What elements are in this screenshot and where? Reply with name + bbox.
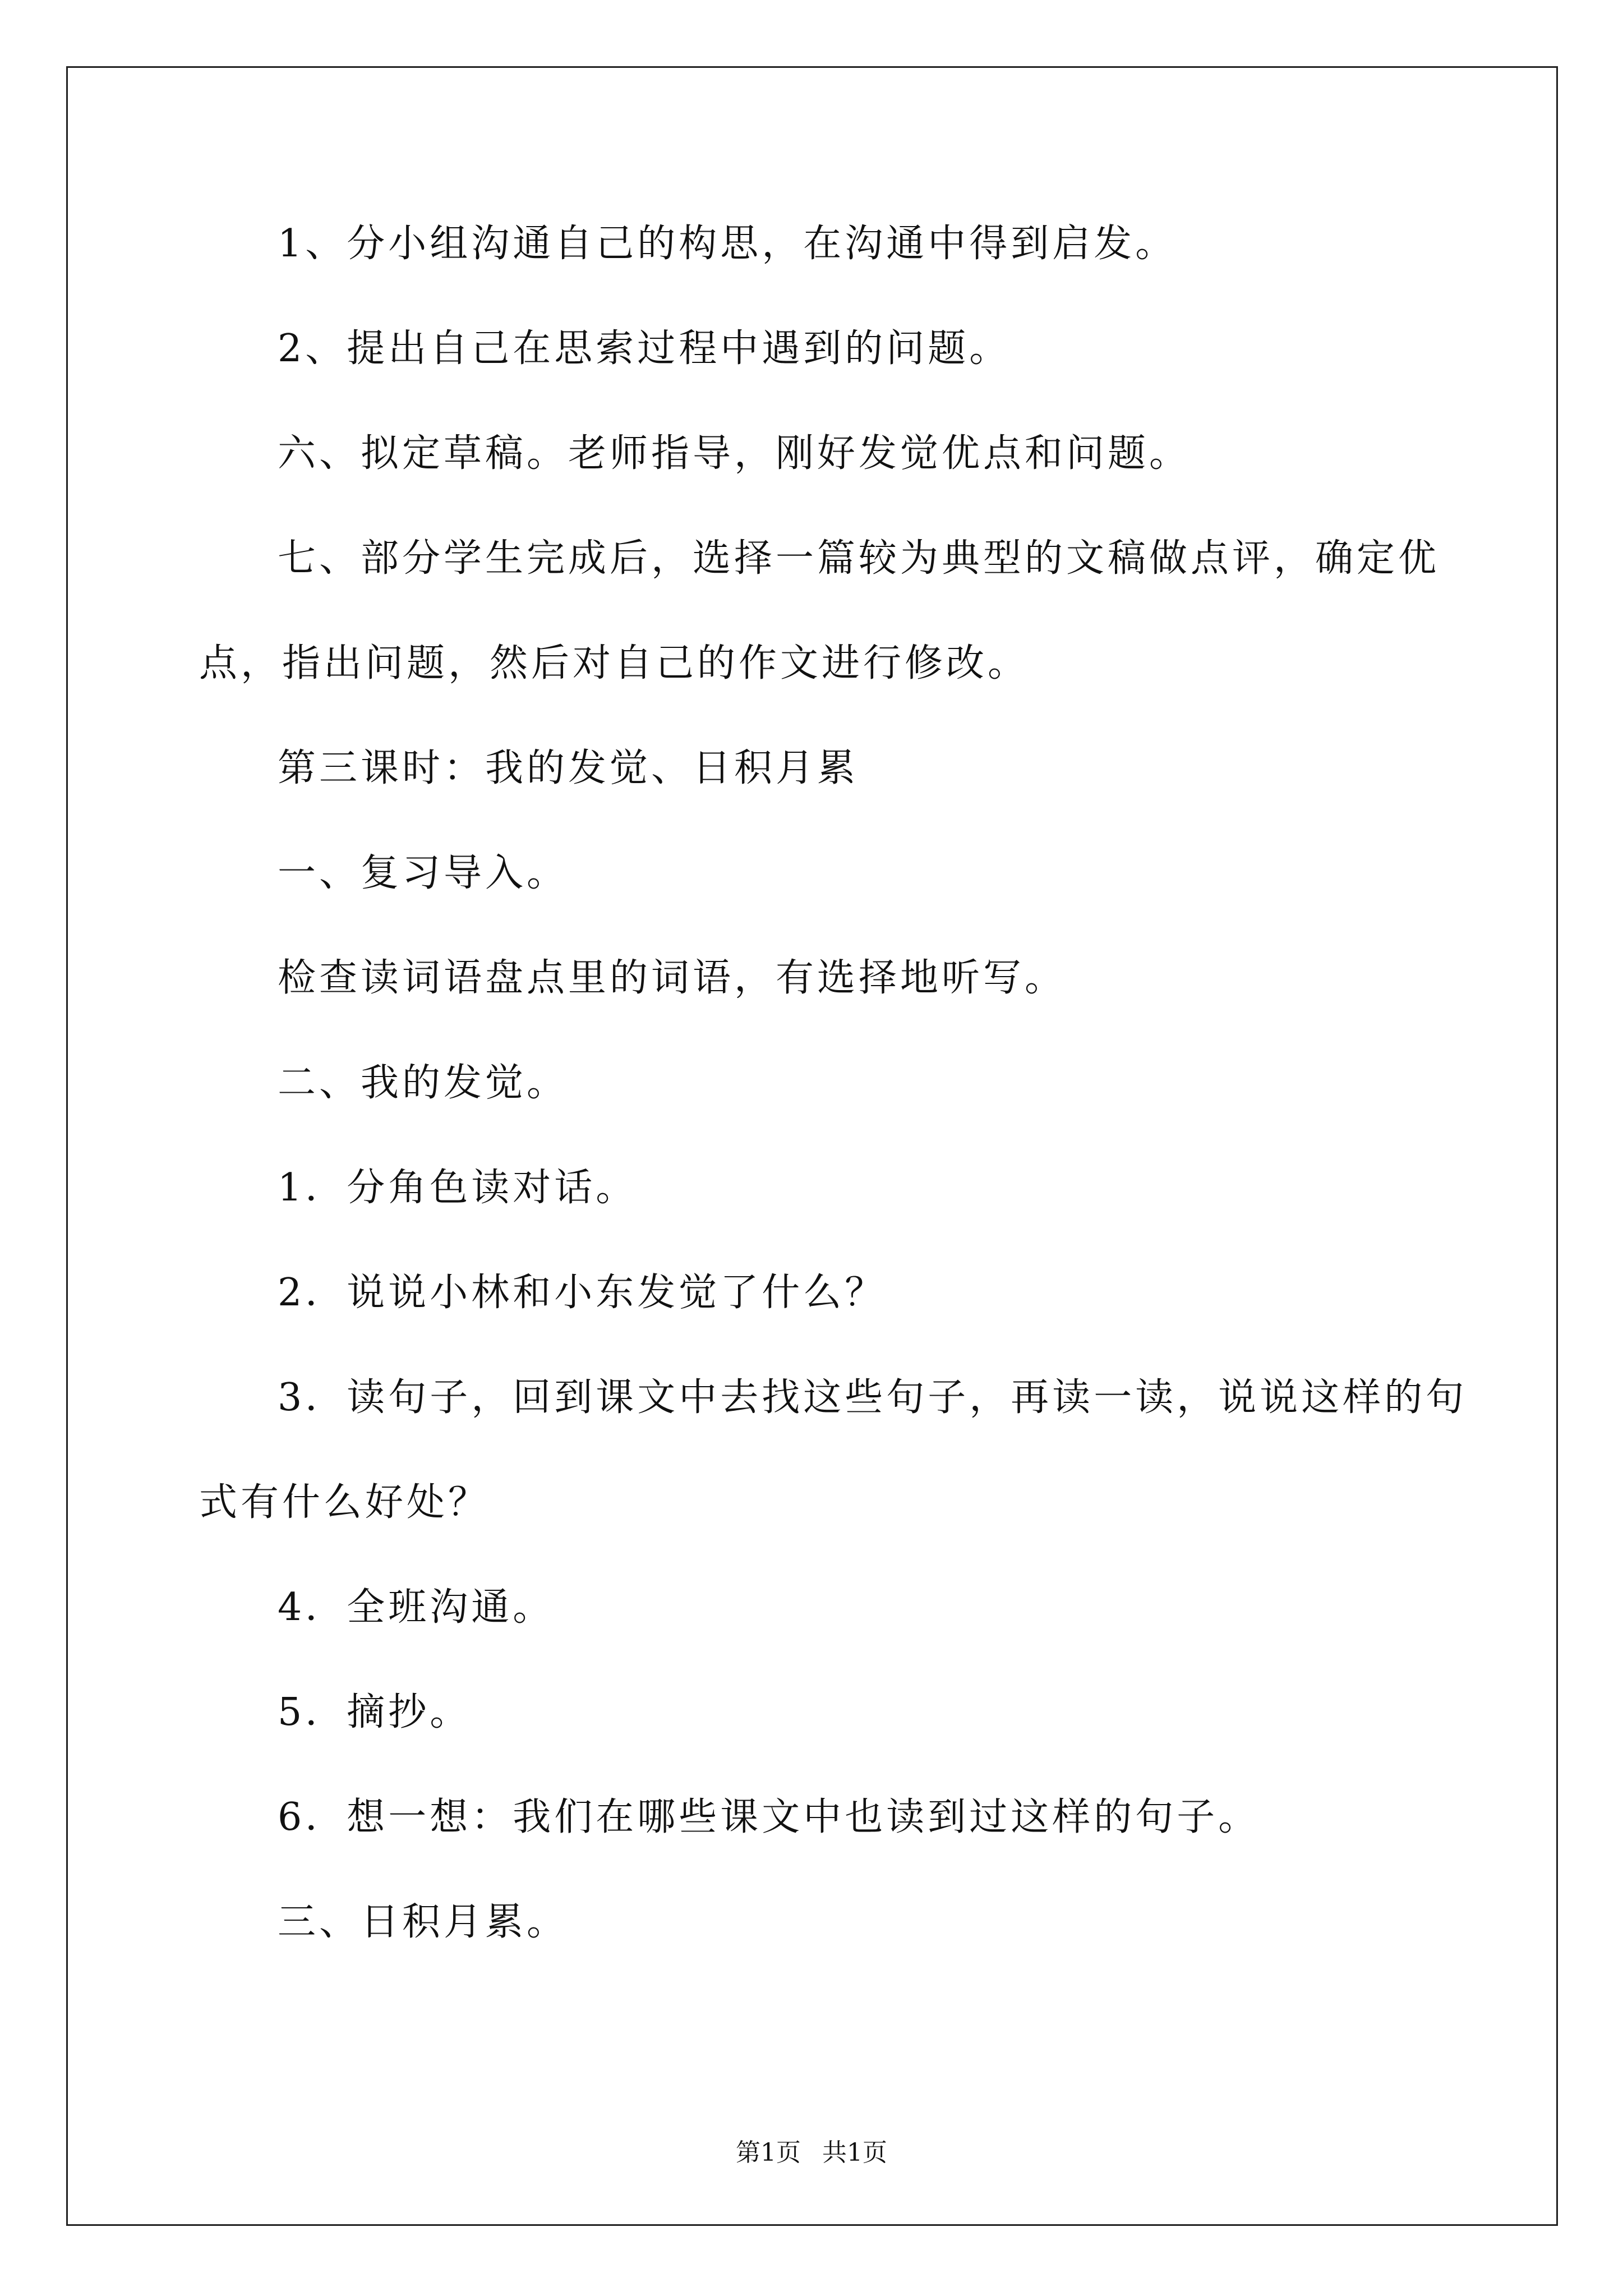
text-line: 七、部分学生完成后，选择一篇较为典型的文稿做点评，确定优 [278, 536, 1440, 581]
text-line: 5．摘抄。 [278, 1690, 472, 1734]
text-line: 2．说说小林和小东发觉了什么？ [278, 1271, 887, 1315]
text-line: 6．想一想：我们在哪些课文中也读到过这样的句子。 [278, 1795, 1260, 1839]
text-line: 2、提出自己在思索过程中遇到的问题。 [278, 326, 1011, 371]
text-line: 一、复习导入。 [278, 851, 569, 895]
text-line: 三、日积月累。 [278, 1900, 569, 1944]
text-line: 点，指出问题，然后对自己的作文进行修改。 [199, 641, 1030, 685]
text-line: 六、拟定草稿。老师指导，刚好发觉优点和问题。 [278, 431, 1191, 476]
section-heading: 第三课时：我的发觉、日积月累 [278, 746, 859, 790]
text-line: 检查读词语盘点里的词语，有选择地听写。 [278, 956, 1067, 1000]
text-line: 二、我的发觉。 [278, 1061, 569, 1105]
text-line: 3．读句子，回到课文中去找这些句子，再读一读，说说这样的句 [278, 1375, 1468, 1420]
text-line: 式有什么好处？ [199, 1480, 490, 1525]
page-footer [0, 2136, 1623, 2170]
text-line: 4．全班沟通。 [278, 1585, 555, 1630]
page-number: 第1页 [736, 2138, 801, 2167]
text-line: 1、分小组沟通自己的构思，在沟通中得到启发。 [278, 222, 1177, 266]
page-total: 共1页 [822, 2138, 887, 2167]
text-line: 1．分角色读对话。 [278, 1166, 638, 1210]
